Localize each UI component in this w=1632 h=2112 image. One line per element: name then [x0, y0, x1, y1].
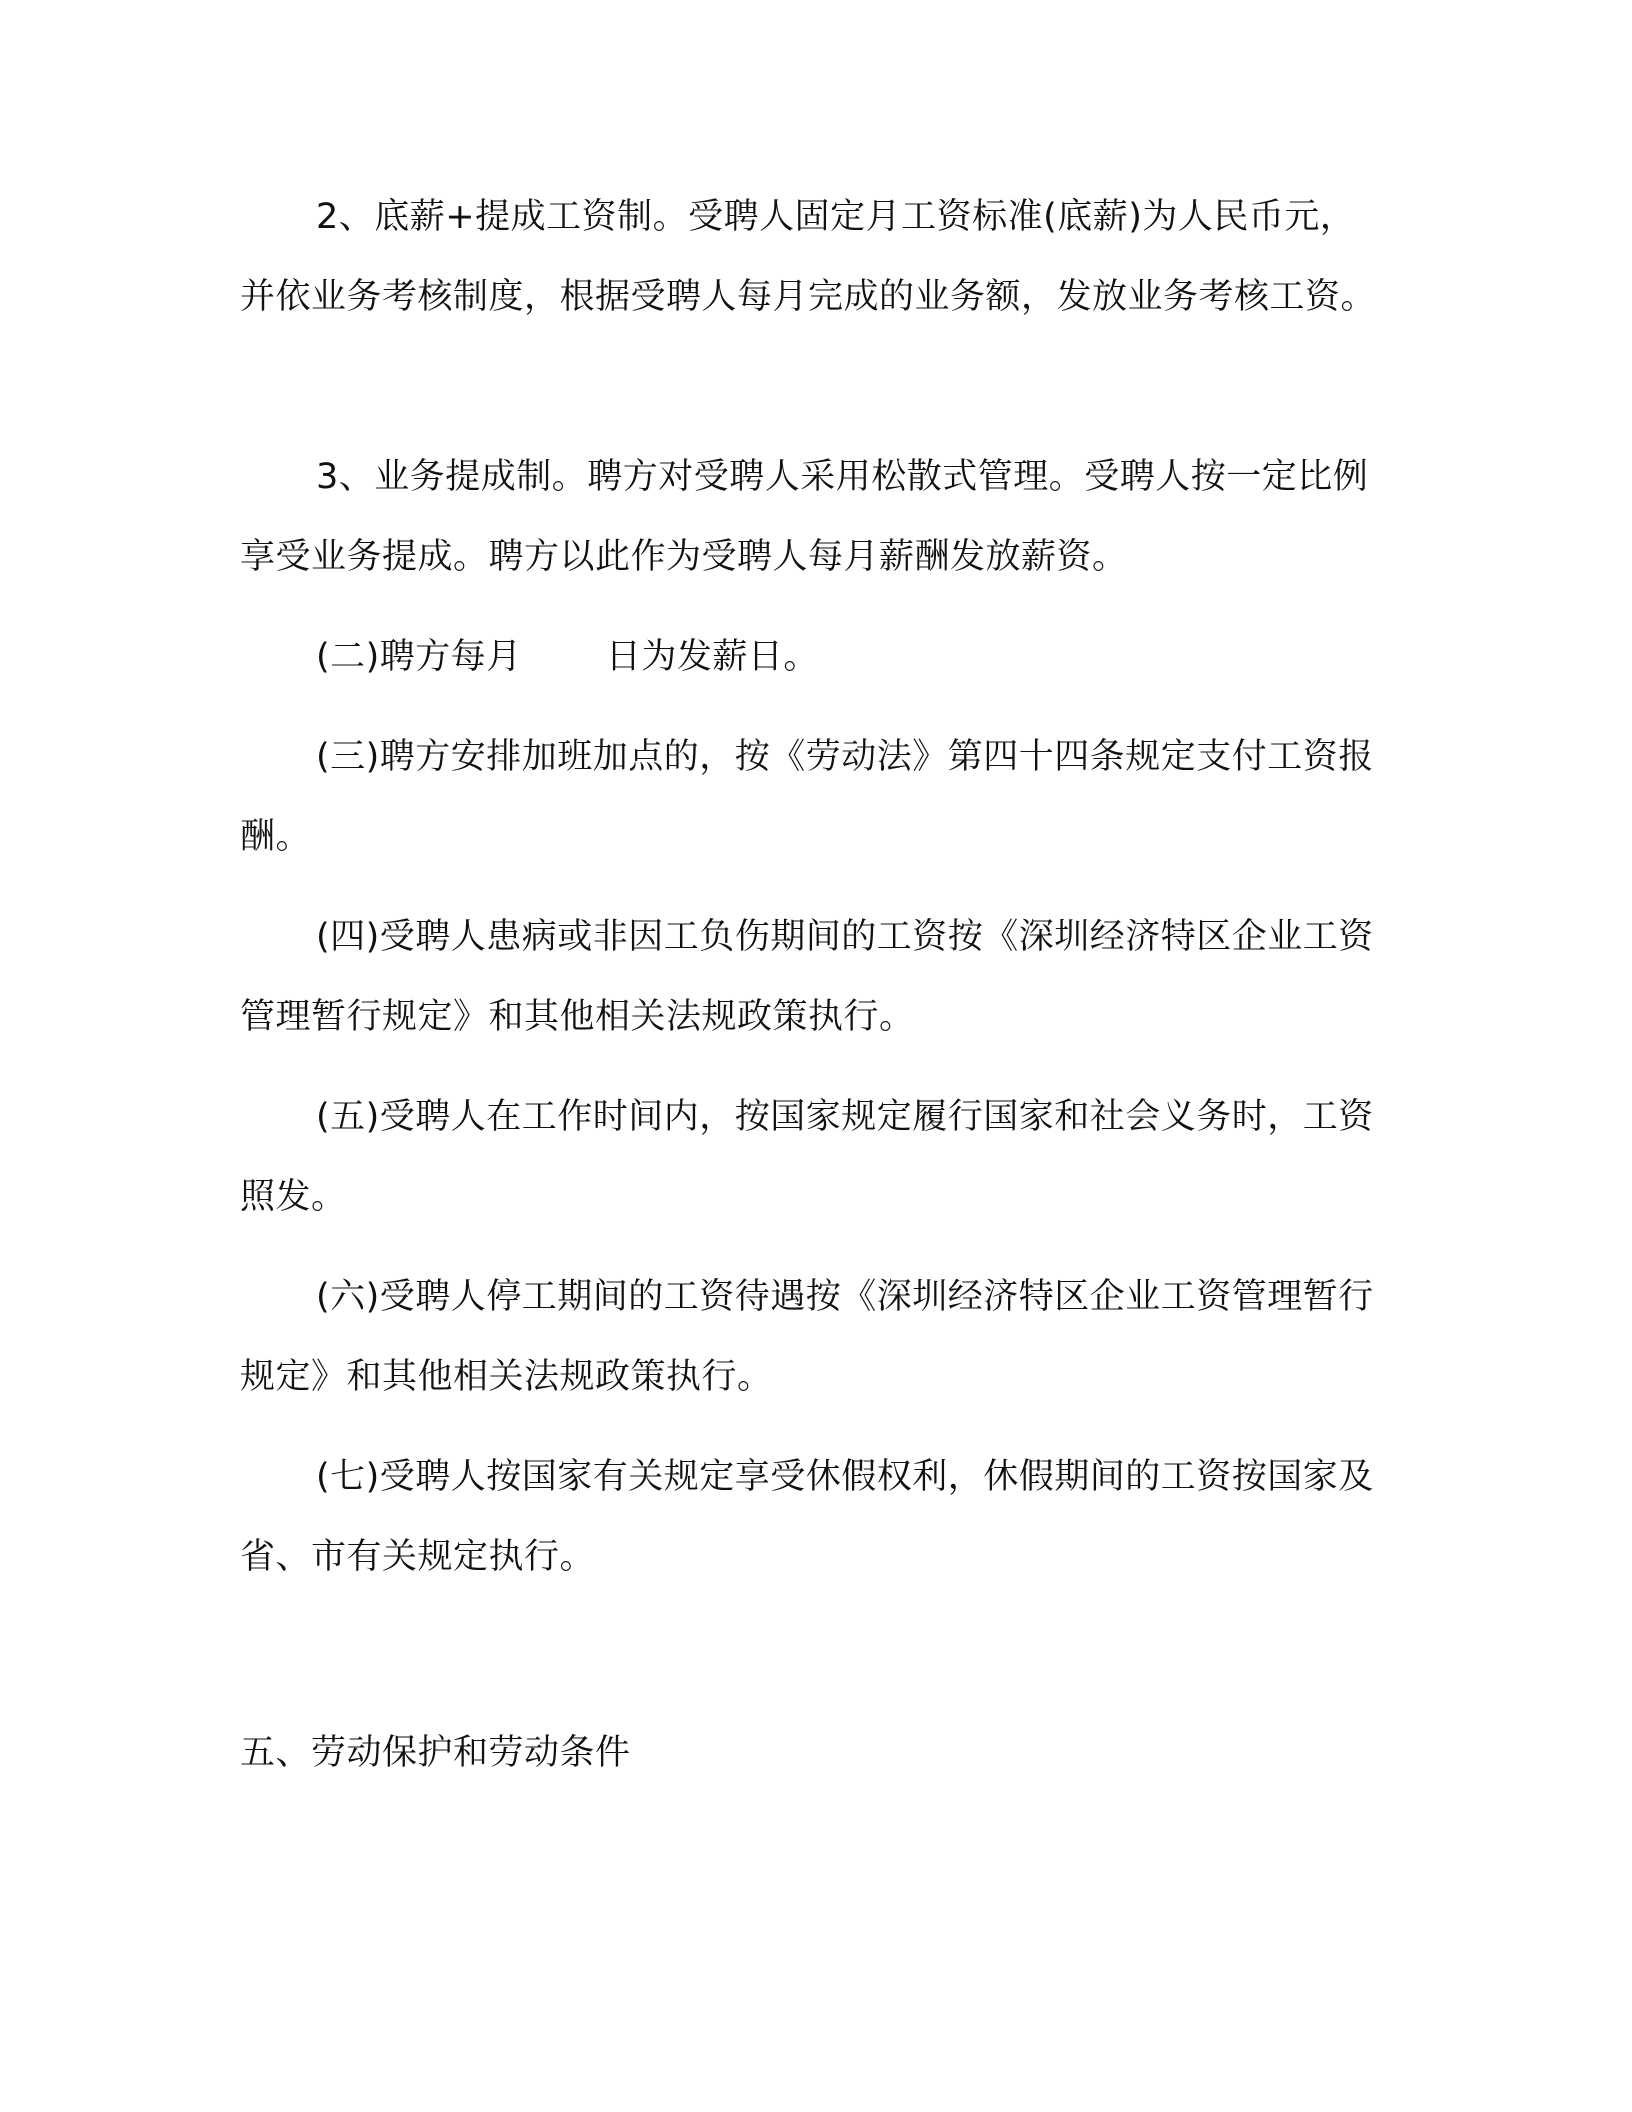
paragraph-sick-leave: (四)受聘人患病或非因工负伤期间的工资按《深圳经济特区企业工资管理暂行规定》和其他相关法规政策执行。	[240, 917, 1374, 1037]
paragraph-payday	[240, 617, 1390, 697]
section-heading: 五、劳动保护和劳动条件	[240, 1733, 631, 1773]
paragraph-base-salary-commission: 2、底薪+提成工资制。受聘人固定月工资标准(底薪)为人民币元，并依业务考核制度，根据受聘人每月完成的业务额，发放业务考核工资。	[240, 197, 1377, 317]
payday-text-after: 日为发薪日。	[605, 637, 819, 677]
paragraph-overtime: (三)聘方安排加班加点的，按《劳动法》第四十四条规定支付工资报酬。	[240, 737, 1374, 857]
paragraph-vacation: (七)受聘人按国家有关规定享受休假权利，休假期间的工资按国家及省、市有关规定执行。	[240, 1457, 1374, 1577]
paragraph-civic-duties: (五)受聘人在工作时间内，按国家规定履行国家和社会义务时，工资照发。	[240, 1097, 1374, 1217]
paragraph-commission-system: 3、业务提成制。聘方对受聘人采用松散式管理。受聘人按一定比例享受业务提成。聘方以此作为受聘人每月薪酬发放薪资。	[240, 457, 1369, 577]
payday-text-before: (二)聘方每月	[316, 637, 522, 677]
paragraph-work-stoppage: (六)受聘人停工期间的工资待遇按《深圳经济特区企业工资管理暂行规定》和其他相关法规政策执行。	[240, 1277, 1374, 1397]
